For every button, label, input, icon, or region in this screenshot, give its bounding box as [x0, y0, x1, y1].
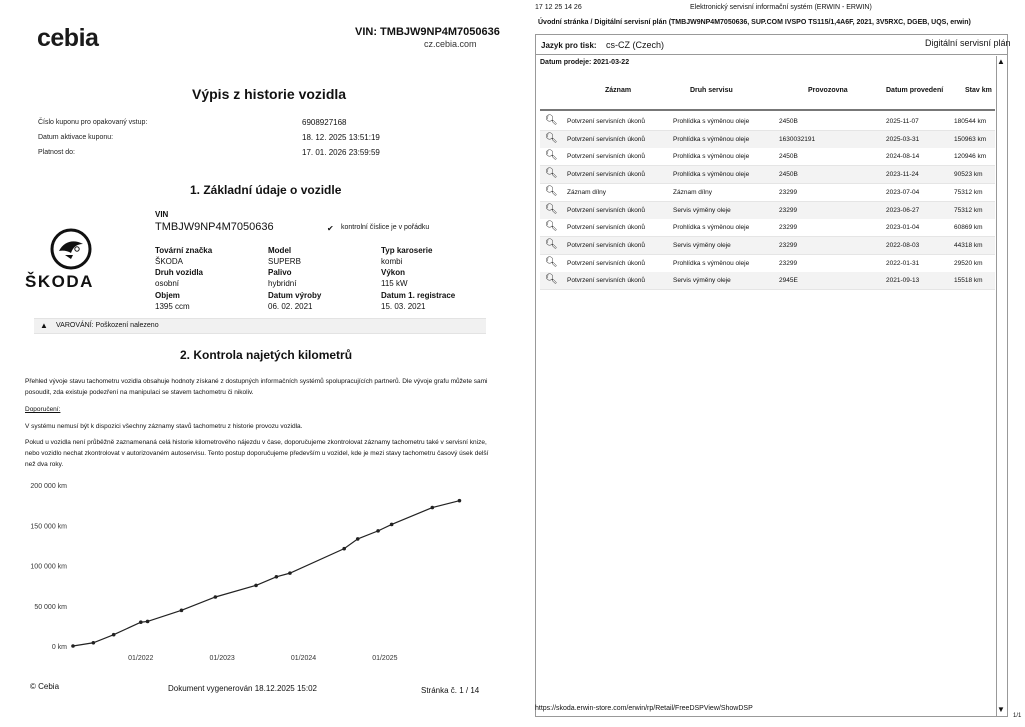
- vehicle-type-label: Druh vozidla: [155, 268, 204, 277]
- service-type-cell: Servis výměny oleje: [673, 206, 731, 214]
- table-row[interactable]: [540, 113, 995, 131]
- website-link[interactable]: cz.cebia.com: [424, 39, 477, 49]
- odometer-point: [356, 537, 360, 541]
- recommendation-label: Doporučení:: [25, 406, 61, 413]
- table-row[interactable]: [540, 184, 995, 202]
- recommendation-text-2: Pokud u vozidla není průběžně zaznamenaná celá historie kilometrového nájezdu v čase, doporučujeme zkontrolovat záznamy tachometru také v servisní knize, nebo vozidlo nechat zkontrolovat v autorizovaném autoservisu. Tento postup doporučujeme především u vozidel, kde je mezi stavy tachometru časový úsek delší než dva roky.: [25, 439, 489, 468]
- service-type-cell: Prohlídka s výměnou oleje: [673, 259, 750, 267]
- mileage-cell: 15518 km: [954, 277, 983, 285]
- record-cell: Záznam dílny: [567, 188, 607, 196]
- volume-label: Objem: [155, 291, 180, 300]
- date-cell: 2023-06-27: [886, 206, 920, 214]
- date-cell: 2025-11-07: [886, 118, 919, 125]
- odometer-point: [342, 547, 346, 551]
- workshop-cell: 23299: [779, 259, 798, 267]
- record-cell: Potvrzení servisních úkonů: [567, 118, 646, 125]
- print-language-select[interactable]: cs-CZ (Czech): [606, 40, 664, 50]
- cebia-report-page: [0, 0, 512, 727]
- manufacture-date-label: Datum výroby: [268, 291, 322, 300]
- vin-value: TMBJW9NP4M7050636: [155, 221, 274, 233]
- fuel-value: hybridní: [268, 279, 297, 288]
- service-type-cell: Prohlídka s výměnou oleje: [673, 135, 750, 143]
- magnifier-icon[interactable]: 🔍︎: [545, 203, 558, 215]
- mileage-cell: 120946 km: [954, 153, 987, 161]
- table-row[interactable]: [540, 272, 995, 290]
- coupon-valid-value: 17. 01. 2026 23:59:59: [302, 148, 380, 157]
- magnifier-icon[interactable]: 🔍︎: [545, 221, 558, 233]
- table-row[interactable]: [540, 166, 995, 184]
- odometer-point: [139, 620, 143, 624]
- page-title: Výpis z historie vozidla: [192, 86, 347, 102]
- record-cell: Potvrzení servisních úkonů: [567, 206, 646, 214]
- date-cell: 2022-08-03: [886, 241, 920, 249]
- coupon-activation-value: 18. 12. 2025 13:51:19: [302, 133, 380, 142]
- record-cell: Potvrzení servisních úkonů: [567, 135, 646, 143]
- vin-header: VIN: TMBJW9NP4M7050636: [355, 26, 500, 38]
- x-tick-label: 01/2022: [128, 655, 154, 662]
- service-type-cell: Prohlídka s výměnou oleje: [673, 224, 750, 232]
- odometer-point: [390, 523, 394, 527]
- mileage-cell: 180544 km: [954, 118, 987, 125]
- y-tick-label: 100 000 km: [30, 563, 67, 571]
- odometer-intro-text: Přehled vývoje stavu tachometru vozidla obsahuje hodnoty získané z dostupných informačních systémů spolupracujících partnerů. Dle vývoje grafu můžete sami posoudit, zda existuje podezření na manipulaci se stavem tachometru či nikoliv.: [25, 378, 488, 396]
- system-title: Elektronický servisní informační systém (ERWIN - ERWIN): [690, 4, 872, 11]
- service-type-cell: Servis výměny oleje: [673, 277, 731, 285]
- section-2-title: 2. Kontrola najetých kilometrů: [180, 348, 353, 362]
- print-time: 17 12 25 14 26: [535, 4, 582, 11]
- table-row[interactable]: [540, 148, 995, 166]
- odometer-series-line: [73, 501, 459, 646]
- body-type-value: kombi: [381, 257, 403, 266]
- date-cell: 2023-07-04: [886, 188, 920, 196]
- workshop-cell: 2450B: [779, 118, 798, 125]
- odometer-point: [275, 575, 279, 579]
- record-cell: Potvrzení servisních úkonů: [567, 259, 646, 267]
- date-cell: 2025-03-31: [886, 135, 920, 143]
- table-row[interactable]: [540, 237, 995, 255]
- vin-label: VIN: [155, 210, 169, 219]
- magnifier-icon[interactable]: 🔍︎: [545, 185, 558, 197]
- mileage-cell: 75312 km: [954, 206, 983, 214]
- section-1-title: 1. Základní údaje o vozidle: [190, 183, 342, 197]
- footer-page-number: Stránka č. 1 / 14: [421, 686, 480, 695]
- footer-copyright: © Cebia: [30, 682, 60, 691]
- odometer-point: [71, 644, 75, 648]
- odometer-point: [92, 641, 96, 645]
- table-row[interactable]: [540, 131, 995, 149]
- skoda-wordmark: ŠKODA: [25, 272, 94, 291]
- warning-text: VAROVÁNÍ: Poškození nalezeno: [56, 322, 159, 329]
- mileage-cell: 90523 km: [954, 171, 983, 179]
- magnifier-icon[interactable]: 🔍︎: [545, 256, 558, 268]
- coupon-activation-label: Datum aktivace kuponu:: [38, 134, 114, 141]
- registration-date-value: 15. 03. 2021: [381, 302, 426, 311]
- odometer-point: [376, 529, 380, 533]
- scroll-down-icon[interactable]: ▼: [997, 705, 1005, 714]
- odometer-point: [458, 499, 462, 503]
- service-type-cell: Servis výměny oleje: [673, 241, 731, 249]
- y-tick-label: 50 000 km: [34, 603, 67, 611]
- odometer-point: [214, 595, 218, 599]
- odometer-point: [288, 571, 292, 575]
- warning-icon: ▲: [40, 321, 48, 330]
- service-type-cell: Prohlídka s výměnou oleje: [673, 153, 750, 161]
- body-type-label: Typ karoserie: [381, 246, 433, 255]
- record-cell: Potvrzení servisních úkonů: [567, 224, 646, 232]
- checkmark-icon: ✔: [327, 224, 334, 233]
- y-tick-label: 0 km: [51, 644, 67, 651]
- odometer-point: [146, 620, 150, 624]
- record-cell: Potvrzení servisních úkonů: [567, 277, 646, 285]
- volume-value: 1395 ccm: [155, 302, 190, 311]
- odometer-point: [431, 506, 435, 510]
- mileage-cell: 150963 km: [954, 135, 987, 143]
- fuel-label: Palivo: [268, 268, 292, 277]
- date-cell: 2021-09-13: [886, 277, 920, 285]
- y-tick-label: 150 000 km: [30, 523, 67, 531]
- record-cell: Potvrzení servisních úkonů: [567, 171, 646, 179]
- odometer-point: [254, 584, 258, 588]
- vehicle-type-value: osobní: [155, 279, 180, 288]
- date-cell: 2023-01-04: [886, 224, 920, 232]
- cebia-logo: cebia: [37, 24, 99, 52]
- checksum-text: kontrolní číslice je v pořádku: [341, 224, 430, 231]
- mileage-cell: 29520 km: [954, 259, 983, 267]
- odometer-point: [112, 633, 116, 637]
- mileage-cell: 60869 km: [954, 224, 983, 232]
- scroll-up-icon[interactable]: ▲: [997, 57, 1005, 66]
- power-value: 115 kW: [381, 279, 408, 288]
- date-cell: 2022-01-31: [886, 259, 920, 267]
- breadcrumb[interactable]: Úvodní stránka / Digitální servisní plán (TMBJW9NP4M7050636, SUP.COM IVSPO TS115/1,4A6F, 2021, 3V5RXC, DGEB, UQS, erwin): [538, 19, 971, 26]
- print-language-label: Jazyk pro tisk:: [541, 41, 597, 50]
- table-row[interactable]: [540, 255, 995, 273]
- odometer-chart: [25, 476, 490, 666]
- service-type-cell: Prohlídka s výměnou oleje: [673, 171, 750, 179]
- workshop-cell: 2945E: [779, 277, 798, 285]
- workshop-cell: 23299: [779, 188, 798, 196]
- magnifier-icon[interactable]: 🔍︎: [545, 115, 558, 126]
- mileage-cell: 75312 km: [954, 188, 983, 196]
- magnifier-icon[interactable]: 🔍︎: [545, 274, 558, 286]
- x-tick-label: 01/2024: [290, 655, 317, 662]
- service-type-cell: Záznam dílny: [673, 188, 713, 196]
- header-divider: [540, 109, 995, 111]
- brand-value: ŠKODA: [155, 257, 184, 266]
- manufacture-date-value: 06. 02. 2021: [268, 302, 313, 311]
- magnifier-icon[interactable]: 🔍︎: [545, 132, 558, 144]
- power-label: Výkon: [381, 268, 406, 277]
- page-url: https://skoda.erwin-store.com/erwin/rp/Retail/FreeDSPView/ShowDSP: [535, 705, 753, 712]
- table-row[interactable]: [540, 202, 995, 220]
- y-tick-label: 200 000 km: [30, 483, 67, 490]
- footer-generated: Dokument vygenerován 18.12.2025 15:02: [168, 684, 317, 693]
- table-row[interactable]: [540, 219, 995, 237]
- workshop-cell: 1630032191: [779, 135, 816, 143]
- column-header-mileage[interactable]: Stav km: [965, 87, 992, 94]
- coupon-number-value: 6908927168: [302, 118, 347, 127]
- registration-date-label: Datum 1. registrace: [381, 291, 456, 300]
- service-type-cell: Prohlídka s výměnou oleje: [673, 118, 750, 125]
- x-tick-label: 01/2025: [372, 655, 398, 662]
- workshop-cell: 2450B: [779, 153, 798, 161]
- date-cell: 2023-11-24: [886, 171, 919, 179]
- workshop-cell: 23299: [779, 224, 798, 232]
- workshop-cell: 23299: [779, 206, 798, 214]
- column-header-date[interactable]: Datum provedení: [886, 87, 944, 94]
- record-cell: Potvrzení servisních úkonů: [567, 153, 646, 161]
- magnifier-icon[interactable]: 🔍︎: [545, 238, 558, 250]
- x-tick-label: 01/2023: [209, 655, 235, 662]
- dsp-title: Digitální servisní plán: [925, 38, 1011, 48]
- print-page-number: 1/1: [1013, 713, 1022, 719]
- model-label: Model: [268, 246, 292, 255]
- column-header-record[interactable]: Záznam: [605, 87, 632, 94]
- service-table-body: [0, 113, 1025, 293]
- sale-date: Datum prodeje: 2021-03-22: [540, 59, 630, 66]
- workshop-cell: 23299: [779, 241, 798, 249]
- mileage-cell: 44318 km: [954, 241, 983, 249]
- coupon-valid-label: Platnost do:: [38, 149, 75, 156]
- brand-label: Tovární značka: [155, 246, 213, 255]
- coupon-number-label: Číslo kuponu pro opakovaný vstup:: [38, 119, 148, 126]
- record-cell: Potvrzení servisních úkonů: [567, 241, 646, 249]
- workshop-cell: 2450B: [779, 171, 798, 179]
- date-cell: 2024-08-14: [886, 153, 920, 161]
- magnifier-icon[interactable]: 🔍︎: [545, 150, 558, 162]
- column-header-workshop[interactable]: Provozovna: [808, 87, 848, 94]
- column-header-service-type[interactable]: Druh servisu: [690, 87, 733, 94]
- magnifier-icon[interactable]: 🔍︎: [545, 168, 558, 180]
- odometer-point: [180, 609, 184, 613]
- recommendation-text-1: V systému nemusí být k dispozici všechny záznamy stavů tachometru z historie provozu vozidla.: [25, 423, 303, 430]
- model-value: SUPERB: [268, 257, 301, 266]
